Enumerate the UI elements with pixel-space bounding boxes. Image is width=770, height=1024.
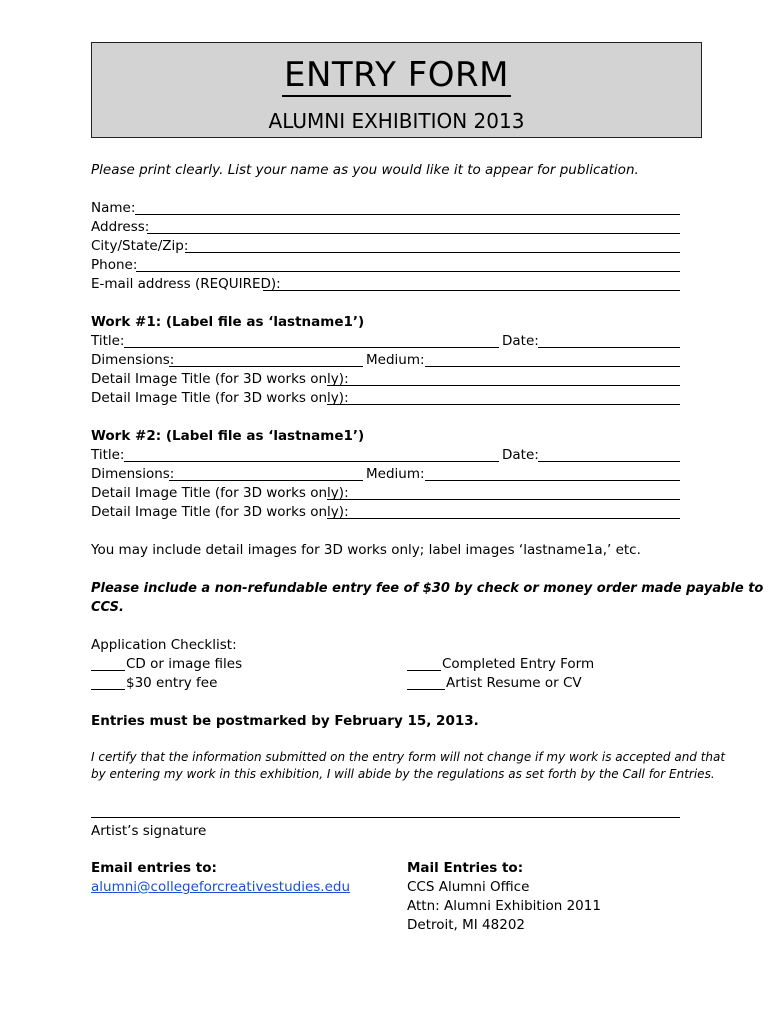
form-title: ENTRY FORM	[284, 55, 509, 95]
name-label: Name:	[91, 200, 136, 216]
work2-detail2-line	[327, 518, 680, 519]
header-box	[91, 42, 702, 138]
work1-heading: Work #1: (Label file as ‘lastname1’)	[91, 314, 365, 330]
mail-address-line2: Attn: Alumni Exhibition 2011	[407, 898, 601, 914]
address-field[interactable]	[91, 218, 680, 237]
email-line	[263, 290, 680, 291]
checklist-item-completed[interactable]	[407, 655, 594, 674]
checklist-item-label: CD or image files	[126, 656, 243, 672]
work1-dimensions-field[interactable]	[91, 351, 363, 370]
work2-dimensions-label: Dimensions:	[91, 466, 175, 482]
phone-field[interactable]	[91, 256, 680, 275]
work2-date-field[interactable]	[502, 446, 680, 465]
work1-title-field[interactable]	[91, 332, 499, 351]
certify-line2: by entering my work in this exhibition, I will abide by the regulations as set forth by the Call for Entries.	[91, 767, 715, 781]
address-label: Address:	[91, 219, 150, 235]
phone-line	[136, 271, 680, 272]
email-entries-heading: Email entries to:	[91, 860, 217, 876]
checklist-item-label: Completed Entry Form	[442, 656, 595, 672]
work2-detail2-label: Detail Image Title (for 3D works only):	[91, 504, 349, 520]
work2-title-label: Title:	[91, 447, 125, 463]
work2-detail1-line	[327, 499, 680, 500]
work1-title-label: Title:	[91, 333, 125, 349]
checklist-heading: Application Checklist:	[91, 637, 237, 653]
work2-detail1-field[interactable]	[91, 484, 680, 503]
form-subtitle: ALUMNI EXHIBITION 2013	[268, 109, 525, 133]
checklist-item-resume[interactable]	[407, 674, 582, 693]
certify-line1: I certify that the information submitted on the entry form will not change if my work is accepted and that	[91, 750, 726, 764]
work1-date-label: Date:	[502, 333, 539, 349]
mail-address-line3: Detroit, MI 48202	[407, 917, 525, 933]
checklist-item-label: Artist Resume or CV	[446, 675, 582, 691]
fee-note-line2: CCS.	[91, 600, 124, 615]
address-line	[147, 233, 680, 234]
city-state-zip-line	[185, 252, 680, 253]
mail-address-line1: CCS Alumni Office	[407, 879, 530, 895]
work2-medium-field[interactable]	[366, 465, 680, 484]
checkbox-blank[interactable]	[407, 675, 445, 690]
work2-date-label: Date:	[502, 447, 539, 463]
phone-label: Phone:	[91, 257, 138, 273]
work2-title-line	[124, 461, 499, 462]
email-field[interactable]	[91, 275, 680, 294]
work1-date-line	[538, 347, 680, 348]
signature-line[interactable]	[91, 817, 680, 818]
work2-medium-line	[425, 480, 680, 481]
work2-dimensions-field[interactable]	[91, 465, 363, 484]
work1-detail1-line	[327, 385, 680, 386]
work1-dimensions-label: Dimensions:	[91, 352, 175, 368]
work2-medium-label: Medium:	[366, 466, 425, 482]
work2-detail1-label: Detail Image Title (for 3D works only):	[91, 485, 349, 501]
work1-medium-line	[425, 366, 680, 367]
mail-entries-heading: Mail Entries to:	[407, 860, 524, 876]
work2-date-line	[538, 461, 680, 462]
email-link[interactable]: alumni@collegeforcreativestudies.edu	[91, 879, 351, 895]
work2-detail2-field[interactable]	[91, 503, 680, 522]
city-state-zip-label: City/State/Zip:	[91, 238, 189, 254]
work1-date-field[interactable]	[502, 332, 680, 351]
work1-detail1-field[interactable]	[91, 370, 680, 389]
work1-detail2-line	[327, 404, 680, 405]
work1-medium-label: Medium:	[366, 352, 425, 368]
name-line	[135, 214, 680, 215]
intro-text: Please print clearly. List your name as you would like it to appear for publication.	[91, 162, 639, 178]
checkbox-blank[interactable]	[407, 656, 441, 671]
work1-detail2-field[interactable]	[91, 389, 680, 408]
work1-detail1-label: Detail Image Title (for 3D works only):	[91, 371, 349, 387]
checkbox-blank[interactable]	[91, 675, 125, 690]
city-state-zip-field[interactable]	[91, 237, 680, 256]
work1-title-line	[124, 347, 499, 348]
checklist-item-cd[interactable]	[91, 655, 242, 674]
checklist-item-label: $30 entry fee	[126, 675, 218, 691]
fee-note-line1: Please include a non-refundable entry fee of $30 by check or money order made payable to	[91, 581, 764, 596]
work1-detail2-label: Detail Image Title (for 3D works only):	[91, 390, 349, 406]
deadline-text: Entries must be postmarked by February 15, 2013.	[91, 713, 479, 729]
work1-medium-field[interactable]	[366, 351, 680, 370]
work2-dimensions-line	[169, 480, 363, 481]
email-label: E-mail address (REQUIRED):	[91, 276, 281, 292]
signature-label: Artist’s signature	[91, 823, 207, 839]
name-field[interactable]	[91, 199, 680, 218]
detail-images-note: You may include detail images for 3D works only; label images ‘lastname1a,’ etc.	[91, 542, 641, 558]
work2-title-field[interactable]	[91, 446, 499, 465]
work1-dimensions-line	[169, 366, 363, 367]
checklist-item-fee[interactable]	[91, 674, 217, 693]
checkbox-blank[interactable]	[91, 656, 125, 671]
work2-heading: Work #2: (Label file as ‘lastname1’)	[91, 428, 365, 444]
